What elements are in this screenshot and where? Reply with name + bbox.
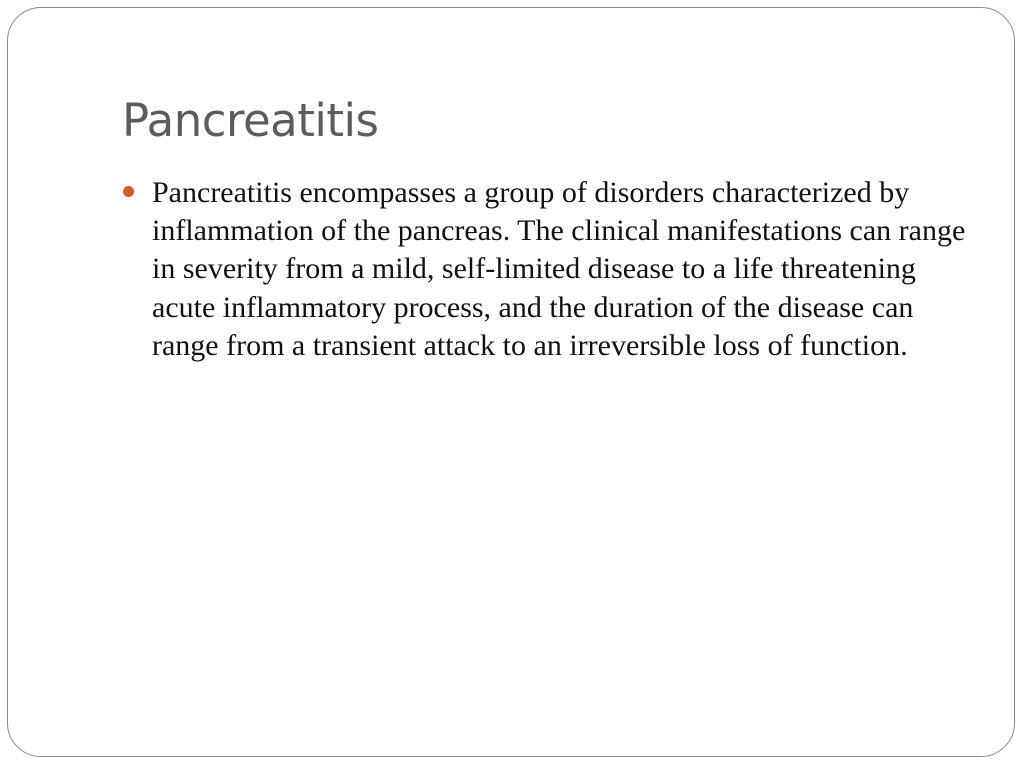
bullet-dot-icon xyxy=(123,186,134,197)
slide-body xyxy=(122,174,972,365)
slide-frame xyxy=(7,7,1015,757)
bullet-item xyxy=(122,174,972,365)
slide-title: Pancreatitis xyxy=(122,94,379,147)
bullet-text: Pancreatitis encompasses a group of disorders characterized by inflammation of the pancreas. The clinical manifestations can range in severity from a mild, self-limited disease to a life threatening acute inflammatory process, and the duration of the disease can range from a transient attack to an irreversible loss of function. xyxy=(152,176,966,362)
